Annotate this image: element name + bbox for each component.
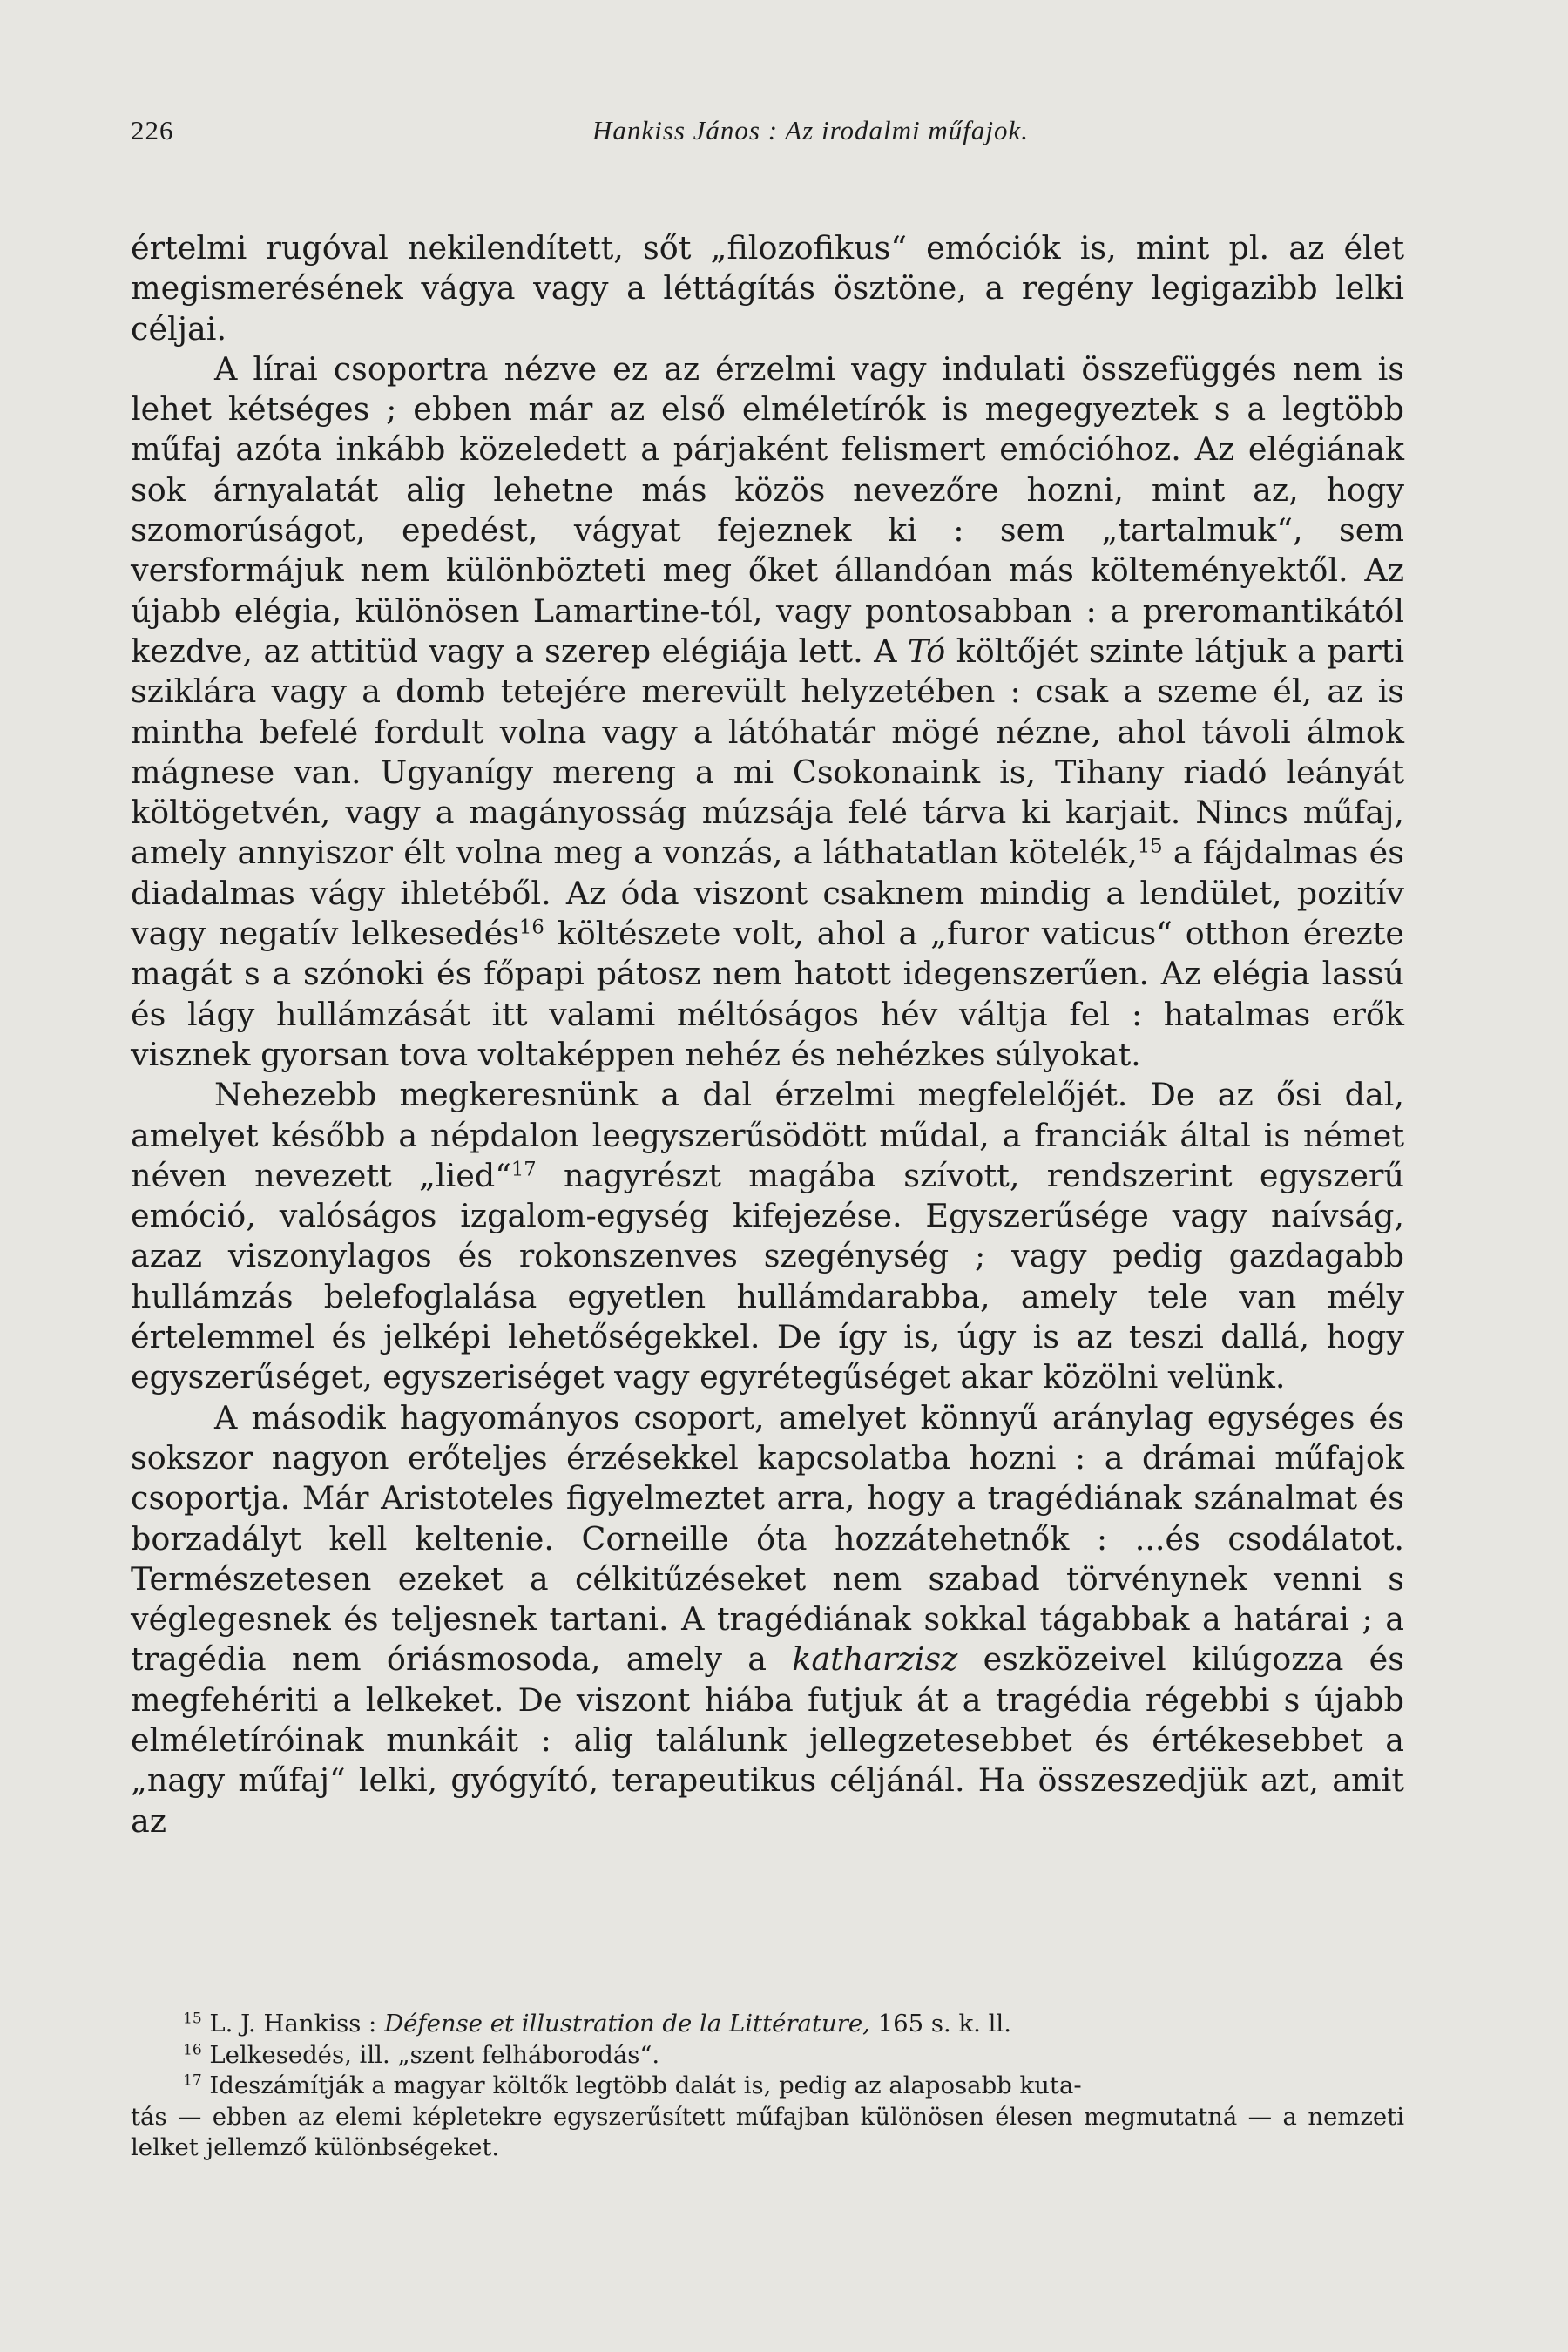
footnote-17: $^{17}$ Ideszámítják a magyar költők legtöbb dalát is, pedig az alaposabb kuta-	[183, 2072, 1082, 2099]
running-head	[131, 115, 1402, 153]
work-title-to: Tó	[907, 632, 946, 670]
footnotes	[131, 2009, 1404, 2164]
term-katharzisz: katharzisz	[792, 1640, 958, 1679]
footnote-ref-17[interactable]: 17	[510, 1158, 537, 1181]
footnote-15: $^{15}$ L. J. Hankiss : Défense et illustration de la Littérature, 165 s. k. ll.	[183, 2010, 1011, 2038]
body-text	[131, 228, 1404, 1842]
footnote-mark-16: 16	[183, 2041, 202, 2059]
paragraph-3: Nehezebb megkeresnünk a dal érzelmi megfelelőjét. De az ősi dal, amelyet később a népdalon leegyszerűsödött műdal, a franciák által is német néven nevezett „lied“$^{17}$ nagyrészt magába szívott, rendszerint egyszerű emóció, valóságos izgalom-egység kifejezése. Egyszerűsége vagy naívság, azaz viszonylagos és rokonszenves szegénység ; vagy pedig gazdagabb hullámzás belefoglalása egyetlen hullámdarabba, amely tele van mély értelemmel és jelképi lehetőségekkel. De így is, úgy is az teszi dallá, hogy egyszerűséget, egyszeriséget vagy egyrétegűséget akar közölni velünk.	[131, 1076, 1404, 1396]
paragraph-4: A második hagyományos csoport, amelyet könnyű aránylag egységes és sokszor nagyon erőteljes érzésekkel kapcsolatba hozni : a drámai műfajok csoportja. Már Aristoteles figyelmeztet arra, hogy a tragédiának szánalmat és borzadályt kell keltenie. Corneille óta hozzátehetnők : ...és csodálatot. Természetesen ezeket a célkitűzéseket nem szabad törvénynek venni s véglegesnek és teljesnek tartani. A tragédiának sokkal tágabbak a határai ; a tragédia nem óriásmosoda, amely a katharzisz eszközeivel kilúgozza és megfehériti a lelkeket. De viszont hiába futjuk át a tragédia régebbi s újabb elméletíróinak munkáit : alig találunk jellegzetesebbet és értékesebbet a „nagy műfaj“ lelki, gyógyító, terapeutikus céljánál. Ha összeszedjük azt, amit az	[131, 1398, 1405, 1840]
footnote-mark-15: 15	[183, 2010, 202, 2028]
footnote-ref-15[interactable]: 15	[1137, 835, 1163, 859]
paragraph-2: A lírai csoportra nézve ez az érzelmi vagy indulati összefüggés nem is lehet kétséges ; ebben már az első elméletírók is megegyeztek s a legtöbb műfaj azóta inkább közeledett a párjaként felismert emócióhoz. Az elégiának sok árnyalatát alig lehetne más közös nevezőre hozni, mint az, hogy szomorúságot, epedést, vágyat fejeznek ki : sem „tartalmuk“, sem versformájuk nem különbözteti meg őket állandóan más költeményektől. Az újabb elégia, különösen Lamartine-tól, vagy pontosabban : a preromantikától kezdve, az attitüd vagy a szerep elégiája lett. A Tó költőjét szinte látjuk a parti sziklára vagy a domb tetejére merevült helyzetében : csak a szeme él, az is mintha befelé fordult volna vagy a látóhatár mögé nézne, ahol távoli álmok mágnese van. Ugyanígy mereng a mi Csokonaink is, Tihany riadó leányát költögetvén, vagy a magányosság múzsája felé tárva ki karjait. Nincs műfaj, amely annyiszor élt volna meg a vonzás, a láthatatlan kötelék,$^{15}$ a fájdalmas és diadalmas vágy ihletéből. Az óda viszont csaknem mindig a lendület, pozitív vagy negatív lelkesedés$^{16}$ költészete volt, ahol a „furor vaticus“ otthon érezte magát s a szónoki és főpapi pátosz nem hatott idegenszerűen. Az elégia lassú és lágy hullámzását itt valami méltóságos hév váltja fel : hatalmas erők visznek gyorsan tova voltaképpen nehéz és nehézkes súlyokat.	[131, 349, 1404, 1073]
footnote-ref-16[interactable]: 16	[518, 916, 544, 939]
footnote-mark-17: 17	[183, 2072, 202, 2090]
footnote-17-continued: tás — ebben az elemi képletekre egyszerűsített műfajban különösen élesen megmutatná — a nemzeti lelket jellemző különbségeket.	[131, 2102, 1404, 2161]
running-title: Hankiss János : Az irodalmi műfajok.	[592, 115, 1029, 145]
paragraph-1: értelmi rugóval nekilendített, sőt „filozofikus“ emóciók is, mint pl. az élet megismerésének vágya vagy a léttágítás ösztöne, a regény legigazibb lelki céljai.	[131, 229, 1404, 348]
footnote-16: $^{16}$ Lelkesedés, ill. „szent felháborodás“.	[183, 2040, 660, 2069]
page-number: 226	[131, 115, 174, 145]
